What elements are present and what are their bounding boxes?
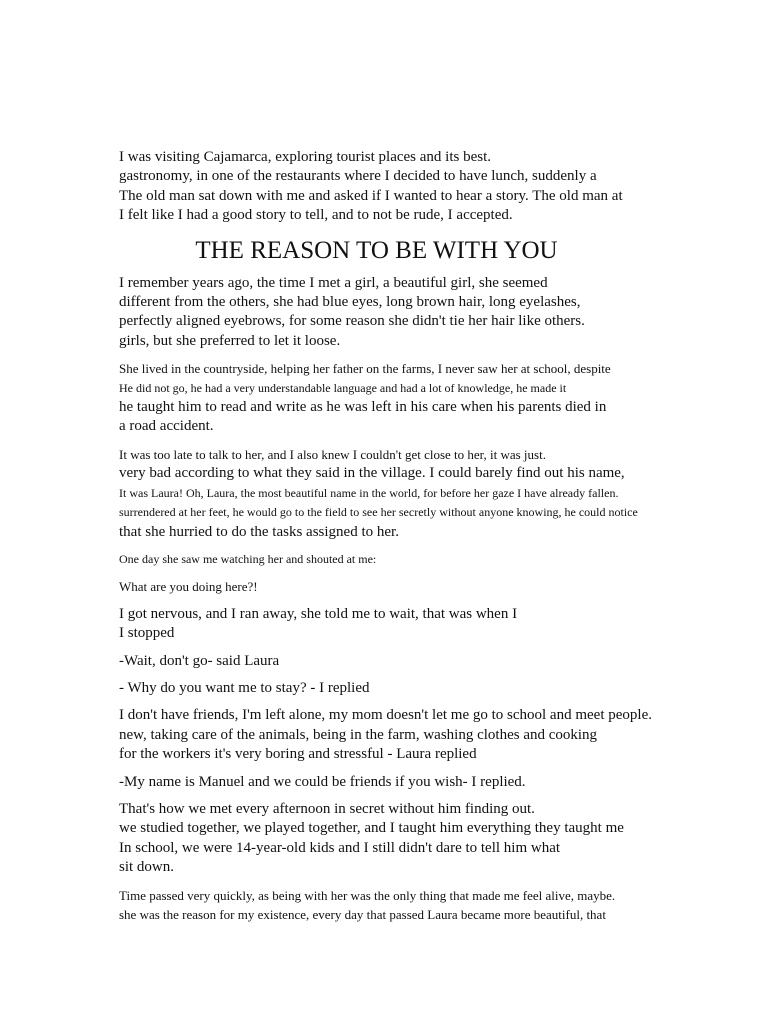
text-line: I don't have friends, I'm left alone, my mom doesn't let me go to school and meet people.	[119, 707, 652, 724]
text-line: That's how we met every afternoon in secret without him finding out.	[119, 800, 535, 817]
paragraph-10	[119, 773, 719, 792]
text-line: Time passed very quickly, as being with her was the only thing that made me feel alive, maybe.	[119, 887, 616, 903]
text-line: very bad according to what they said in the village. I could barely find out his name,	[119, 465, 625, 482]
text-line: we studied together, we played together, and I taught him everything they taught me	[119, 820, 624, 837]
paragraph-6	[119, 605, 719, 644]
text-line: that she hurried to do the tasks assigned to her.	[119, 523, 399, 540]
paragraph-8	[119, 679, 719, 698]
text-line: new, taking care of the animals, being in the farm, washing clothes and cooking	[119, 726, 598, 743]
text-line: He did not go, he had a very understandable language and had a lot of knowledge, he made it	[119, 380, 567, 395]
paragraph-5	[119, 577, 719, 596]
text-line: she was the reason for my existence, every day that passed Laura became more beautiful, that	[119, 907, 606, 922]
text-line: It was too late to talk to her, and I also knew I couldn't get close to her, it was just.	[119, 446, 546, 462]
paragraph-2	[119, 359, 719, 437]
text-line: -Wait, don't go- said Laura	[119, 652, 280, 669]
paragraph-4	[119, 550, 719, 569]
text-line: a road accident.	[119, 418, 214, 435]
story-title: THE REASON TO BE WITH YOU	[195, 236, 558, 264]
text-line: What are you doing here?!	[119, 579, 258, 595]
text-line: surrendered at her feet, he would go to the field to see her secretly without anyone knowing, he could notice	[119, 505, 638, 520]
paragraph-9	[119, 706, 719, 764]
text-line: girls, but she preferred to let it loose.	[119, 332, 341, 349]
text-line: -My name is Manuel and we could be friends if you wish- I replied.	[119, 773, 526, 790]
paragraph-1	[119, 274, 719, 352]
intro-paragraph	[119, 148, 719, 226]
paragraph-11	[119, 800, 719, 878]
text-line: for the workers it's very boring and stressful - Laura replied	[119, 746, 477, 763]
text-line: The old man sat down with me and asked if I wanted to hear a story. The old man at	[119, 187, 623, 204]
text-line: - Why do you want me to stay? - I replied	[119, 679, 370, 696]
text-line: I felt like I had a good story to tell, and to not be rude, I accepted.	[119, 207, 513, 224]
paragraph-3	[119, 445, 719, 542]
text-line: I stopped	[119, 625, 175, 642]
text-line: sit down.	[119, 859, 175, 876]
text-line: different from the others, she had blue eyes, long brown hair, long eyelashes,	[119, 294, 581, 311]
text-line: I remember years ago, the time I met a girl, a beautiful girl, she seemed	[119, 274, 548, 291]
text-line: One day she saw me watching her and shouted at me:	[119, 551, 377, 566]
text-line: I was visiting Cajamarca, exploring tourist places and its best.	[119, 149, 491, 165]
text-line: It was Laura! Oh, Laura, the most beautiful name in the world, for before her gaze I have already fallen.	[119, 485, 619, 500]
text-line: I got nervous, and I ran away, she told me to wait, that was when I	[119, 605, 518, 622]
text-line: perfectly aligned eyebrows, for some reason she didn't tie her hair like others.	[119, 313, 585, 330]
paragraph-12	[119, 886, 719, 925]
text-line: In school, we were 14-year-old kids and I still didn't dare to tell him what	[119, 839, 561, 856]
document-page	[119, 148, 719, 932]
text-line: he taught him to read and write as he was left in his care when his parents died in	[119, 399, 607, 416]
paragraph-7	[119, 652, 719, 671]
text-line: She lived in the countryside, helping her father on the farms, I never saw her at school, despite	[119, 361, 611, 377]
text-line: gastronomy, in one of the restaurants where I decided to have lunch, suddenly a	[119, 168, 597, 185]
